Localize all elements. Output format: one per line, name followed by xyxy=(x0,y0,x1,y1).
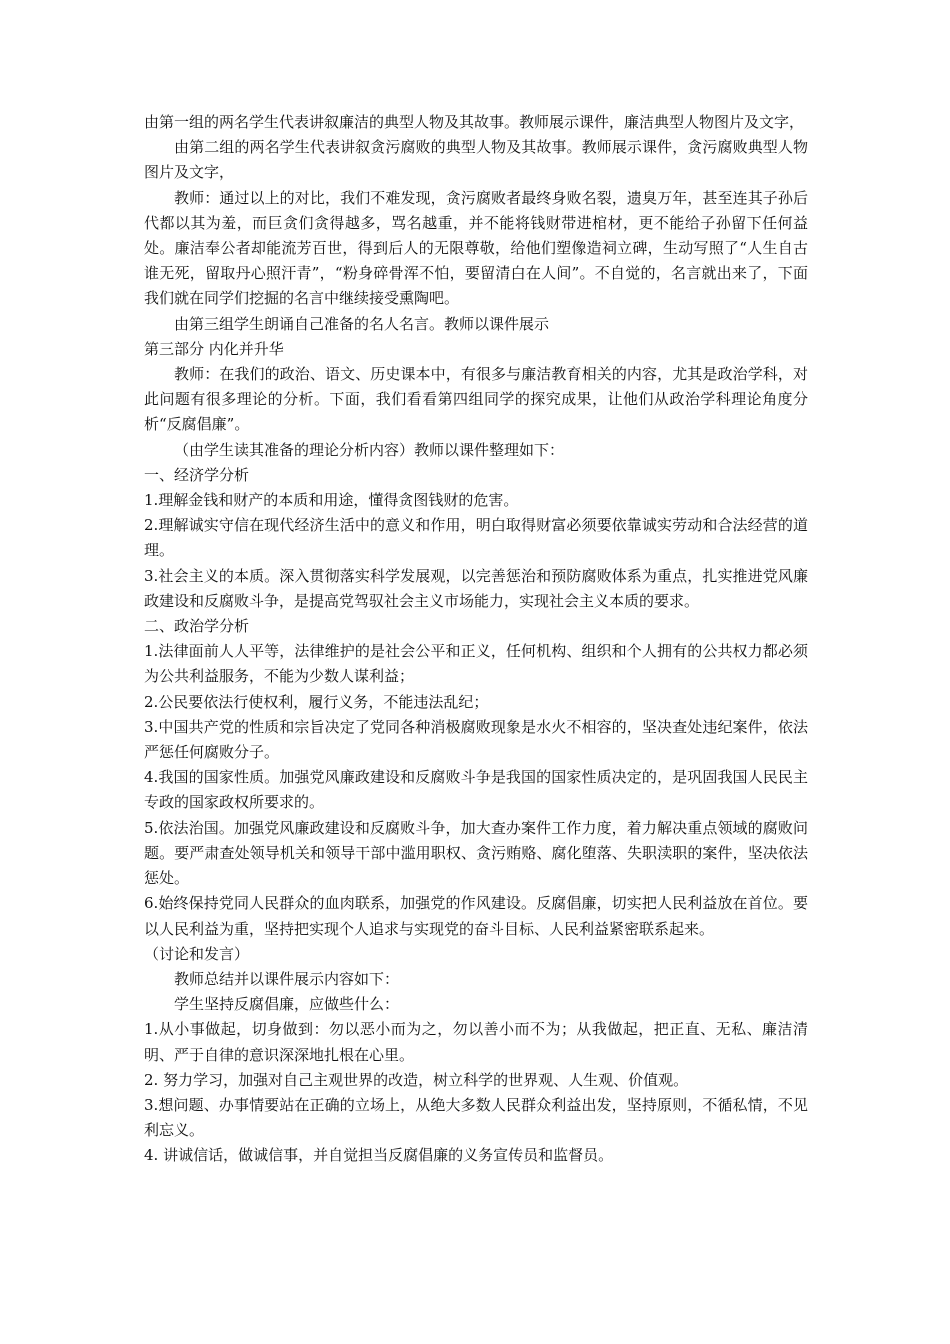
list-item-politics-2: 2.公民要依法行使权利，履行义务，不能违法乱纪； xyxy=(144,692,489,711)
list-item-student-4: 4. 讲诚信话，做诚信事，并自觉担当反腐倡廉的义务宣传员和监督员。 xyxy=(144,1146,614,1165)
list-item-economics-3: 3.社会主义的本质。深入贯彻落实科学发展观，以完善惩治和预防腐败体系为重点，扎实推进党风廉政建设和反腐败斗争，是提高党驾驭社会主义市场能力，实现社会主义本质的要求。 xyxy=(144,566,808,610)
list-item-economics-2: 2.理解诚实守信在现代经济生活中的意义和作用，明白取得财富必须要依靠诚实劳动和合法经营的道理。 xyxy=(144,516,808,560)
list-item-politics-4: 4.我国的国家性质。加强党风廉政建设和反腐败斗争是我国的国家性质决定的，是巩固我国人民民主专政的国家政权所要求的。 xyxy=(144,768,808,812)
paragraph-group2-story: 由第二组的两名学生代表讲叙贪污腐败的典型人物及其故事。教师展示课件，贪污腐败典型人物图片及文字， xyxy=(144,138,808,182)
document-body xyxy=(144,110,808,1169)
paragraph-teacher-summary: 教师总结并以课件展示内容如下： xyxy=(174,969,400,988)
list-item-politics-5: 5.依法治国。加强党风廉政建设和反腐败斗争，加大查办案件工作力度，着力解决重点领域的腐败问题。要严肃查处领导机关和领导干部中滥用职权、贪污贿赂、腐化堕落、失职渎职的案件，坚决依法惩处。 xyxy=(144,818,808,888)
paragraph-group3-quotes: 由第三组学生朗诵自己准备的名人名言。教师以课件展示 xyxy=(174,314,550,333)
heading-politics: 二、政治学分析 xyxy=(144,617,250,636)
paragraph-teacher-theory: 教师：在我们的政治、语文、历史课本中，有很多与廉洁教育相关的内容，尤其是政治学科，对此问题有很多理论的分析。下面，我们看看第四组同学的探究成果，让他们从政治学科理论角度分析“反腐倡廉”。 xyxy=(144,365,808,434)
list-item-student-2: 2. 努力学习，加强对自己主观世界的改造，树立科学的世界观、人生观、价值观。 xyxy=(144,1070,689,1089)
paragraph-teacher-comparison: 教师：通过以上的对比，我们不难发现，贪污腐败者最终身败名裂，遗臭万年，甚至连其子孙后代都以其为羞，而巨贪们贪得越多，骂名越重，并不能将钱财带进棺材，更不能给子孙留下任何益处。廉洁奉公者却能流芳百世，得到后人的无限尊敬，给他们塑像造祠立碑，生动写照了“人生自古谁无死，留取丹心照汗青”，“粉身碎骨浑不怕，要留清白在人间”。不自觉的，名言就出来了，下面我们就在同学们挖掘的名言中继续接受熏陶吧。 xyxy=(144,188,808,308)
list-item-economics-1: 1.理解金钱和财产的本质和用途，懂得贪图钱财的危害。 xyxy=(144,491,519,510)
section-heading-part3: 第三部分 内化并升华 xyxy=(144,339,284,358)
list-item-student-1: 1.从小事做起，切身做到：勿以恶小而为之，勿以善小而不为；从我做起，把正直、无私、廉洁清明、严于自律的意识深深地扎根在心里。 xyxy=(144,1020,808,1064)
list-item-student-3: 3.想问题、办事情要站在正确的立场上，从绝大多数人民群众利益出发，坚持原则，不循私情，不见利忘义。 xyxy=(144,1095,808,1140)
paragraph-group1-story: 由第一组的两名学生代表讲叙廉洁的典型人物及其故事。教师展示课件，廉洁典型人物图片及文字， xyxy=(144,113,805,131)
paragraph-student-reading: （由学生读其准备的理论分析内容）教师以课件整理如下： xyxy=(174,440,565,459)
list-item-politics-6: 6.始终保持党同人民群众的血肉联系，加强党的作风建设。反腐倡廉，切实把人民利益放在首位。要以人民利益为重，坚持把实现个人追求与实现党的奋斗目标、人民利益紧密联系起来。 xyxy=(144,894,808,938)
list-item-politics-3: 3.中国共产党的性质和宗旨决定了党同各种消极腐败现象是水火不相容的，坚决查处违纪案件，依法严惩任何腐败分子。 xyxy=(144,717,808,762)
heading-economics: 一、经济学分析 xyxy=(144,465,250,484)
list-item-politics-1: 1.法律面前人人平等，法律维护的是社会公平和正义，任何机构、组织和个人拥有的公共权力都必须为公共利益服务，不能为少数人谋利益； xyxy=(144,642,808,686)
paragraph-discussion: （讨论和发言） xyxy=(144,944,250,963)
paragraph-student-question: 学生坚持反腐倡廉，应做些什么： xyxy=(174,995,400,1014)
